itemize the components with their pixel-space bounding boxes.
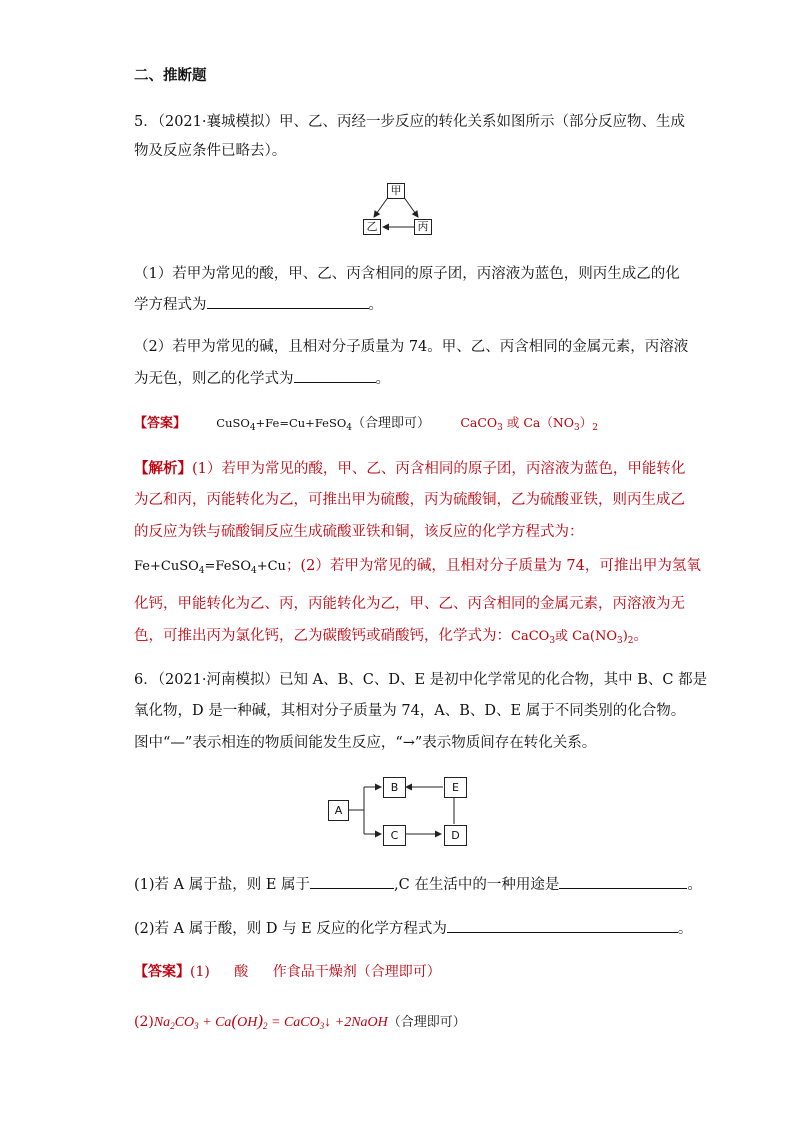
- q5-analysis-line-2: 为乙和丙，丙能转化为乙，可推出甲为硫酸，丙为硫酸铜，乙为硫酸亚铁，则丙生成乙: [134, 492, 685, 508]
- q6-part1-blank-2: [559, 874, 687, 889]
- q6-answer-label: 【答案】: [134, 964, 190, 980]
- q5-analysis-line-4: Fe+CuSO$_4$=FeSO$_4$+Cu；(2）若甲为常见的碱，且相对分子质量为 74，可推出甲为氢氧: [134, 558, 701, 576]
- q5-analysis-line-1: 【解析】(1）若甲为常见的酸，甲、乙、丙含相同的原子团，丙溶液为蓝色，甲能转化: [134, 461, 686, 477]
- q6-answer-line-2: $(2)Na_2CO_3 + Ca(OH)_2$ = CaCO$_3$↓ +2NaOH（合理即可）: [134, 1011, 466, 1031]
- q6-node-e: E: [444, 777, 467, 798]
- q5-part2-prefix: 为无色，则乙的化学式为: [134, 371, 294, 387]
- q5-stem-line-1: 5．（2021·襄城模拟）甲、乙、丙经一步反应的转化关系如图所示（部分反应物、生成: [134, 114, 685, 130]
- q5-answer-1: CuSO$_4$+Fe=Cu+FeSO$_4$（合理即可）: [216, 416, 431, 433]
- q6-part2-blank: [447, 918, 678, 933]
- q5-analysis-equation: Fe+CuSO$_4$=FeSO$_4$+Cu: [134, 559, 286, 576]
- section-title: 二、推断题: [134, 67, 207, 84]
- q6-node-d: D: [444, 825, 467, 846]
- q6-answer-e-class: 酸: [234, 964, 249, 980]
- q6-answer-c-use: 作食品干燥剂（合理即可）: [272, 964, 441, 980]
- q5-analysis-label: 【解析】: [134, 461, 192, 477]
- q5-part2-period: 。: [375, 371, 390, 387]
- q6-node-a: A: [328, 800, 349, 821]
- q5-node-yi: 乙: [363, 219, 381, 235]
- q5-answer-2: CaCO$_3$ 或 $Ca(NO_3)_2$: [460, 415, 599, 433]
- q5-analysis-line-6: 色，可推出丙为氯化钙，乙为碳酸钙或硝酸钙，化学式为：CaCO$_3$或 $Ca(NO_3)_2$。: [134, 628, 649, 646]
- q6-part2: (2)若 A 属于酸，则 D 与 E 反应的化学方程式为 。: [134, 918, 692, 939]
- q6-stem-line-1: 6．（2021·河南模拟）已知 A、B、C、D、E 是初中化学常见的化合物，其中 B、C 都是: [134, 672, 708, 688]
- q6-part1-blank-1: [310, 874, 394, 889]
- q6-part1: (1)若 A 属于盐，则 E 属于 ,C 在生活中的一种用途是 。: [134, 874, 702, 895]
- q6-node-c: C: [383, 825, 406, 846]
- q5-stem-line-2: 物及反应条件已略去）。: [134, 143, 287, 159]
- q6-stem-line-2: 氧化物，D 是一种碱，其相对分子质量为 74，A、B、D、E 属于不同类别的化合物。: [134, 703, 686, 719]
- q5-part1-prefix: 学方程式为: [134, 297, 207, 313]
- q5-analysis-line-5: 化钙，甲能转化为乙、丙，丙能转化为乙，甲、乙、丙含相同的金属元素，丙溶液为无: [134, 596, 685, 612]
- q6-stem-line-3: 图中“—”表示相连的物质间能发生反应，“→”表示物质间存在转化关系。: [134, 735, 597, 751]
- q5-part1-line-1: （1）若甲为常见的酸，甲、乙、丙含相同的原子团，丙溶液为蓝色，则丙生成乙的化: [134, 266, 680, 282]
- q6-answer-note: （合理即可）: [387, 1015, 466, 1030]
- q5-part1-period: 。: [368, 297, 383, 313]
- q5-analysis-line-3: 的反应为铁与硫酸铜反应生成硫酸亚铁和铜，该反应的化学方程式为：: [134, 524, 584, 540]
- q6-answer-line-1: 【答案】(1) 酸 作食品干燥剂（合理即可）: [134, 964, 441, 980]
- q5-part2-line-1: （2）若甲为常见的碱，且相对分子质量为 74。甲、乙、丙含相同的金属元素，丙溶液: [134, 339, 689, 355]
- q5-node-bing: 丙: [414, 219, 432, 235]
- q6-node-b: B: [383, 777, 406, 798]
- q5-answer-label: 【答案】: [134, 416, 187, 431]
- q5-node-jia: 甲: [387, 183, 405, 199]
- q6-answer-equation: $Na_2CO_3 + Ca(OH)_2$ = CaCO$_3$↓ +2NaOH: [153, 1011, 388, 1031]
